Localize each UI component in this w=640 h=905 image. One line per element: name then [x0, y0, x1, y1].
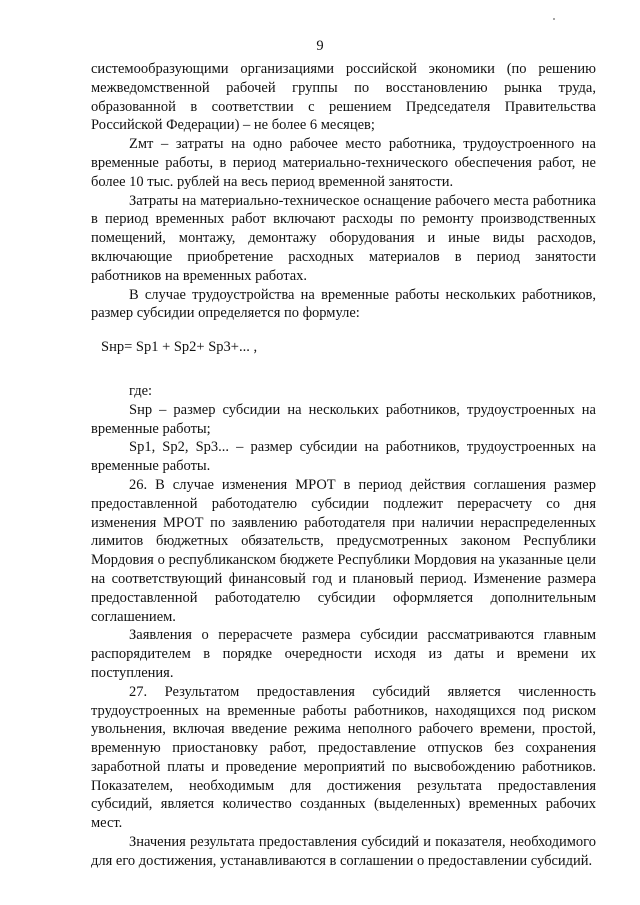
paragraph-8: Заявления о перерасчете размера субсидии рассматриваются главным распорядителем в порядке очередности исходя из даты и времени их поступления.	[91, 627, 596, 681]
paragraph-6: Sp1, Sp2, Sp3... – размер субсидии на работников, трудоустроенных на временные работы.	[91, 439, 596, 475]
document-body	[91, 60, 596, 871]
paragraph-2: Zмт – затраты на одно рабочее место работника, трудоустроенного на временные работы, в период материально-технического обеспечения работ, не более 10 тыс. рублей на весь период временной занятости.	[91, 136, 596, 190]
paragraph-1: системообразующими организациями российской экономики (по решению межведомственной рабочей группы по восстановлению рынка труда, образованной в соответствии с решением Председателя Правительства Российской Федерации) – не более 6 месяцев;	[91, 61, 596, 134]
paragraph-4: В случае трудоустройства на временные работы нескольких работников, размер субсидии определяется по формуле:	[91, 286, 596, 322]
paragraph-7: 26. В случае изменения МРОТ в период действия соглашения размер предоставленной работодателю субсидии подлежит перерасчету со дня изменения МРОТ по заявлению работодателя при наличии нераспределенных лимитов бюджетных обязательств, предусмотренных законом Республики Мордовия о республиканском бюджете Республики Мордовия на указанные цели на соответствующий финансовый год и плановый период. Изменение размера предоставленной работодателю субсидии оформляется дополнительным соглашением.	[91, 476, 596, 625]
paragraph-3: Затраты на материально-техническое оснащение рабочего места работника в период временных работ включают расходы по ремонту производственных помещений, монтажу, демонтажу оборудования и иные виды расходов, включающие приобретение расходных материалов в период занятости работников на временных работах.	[91, 192, 596, 284]
paragraph-10: Значения результата предоставления субсидий и показателя, необходимого для его достижения, устанавливаются в соглашении о предоставлении субсидий.	[91, 834, 596, 869]
page-number: 9	[316, 38, 324, 54]
scan-speck	[553, 18, 555, 20]
formula: Sнр= Sp1 + Sp2+ Sp3+... ,	[101, 339, 258, 356]
paragraph-9: 27. Результатом предоставления субсидий является численность трудоустроенных на временные работы работников, находящихся под риском увольнения, включая введение режима неполного рабочего времени, простой, временную приостановку работ, предоставление отпусков без сохранения заработной платы и проведение мероприятий по высвобождению работников. Показателем, необходимым для достижения результата предоставления субсидий, является количество созданных (выделенных) временных рабочих мест.	[91, 683, 596, 832]
formula-where-label: где:	[129, 382, 153, 399]
paragraph-5: Sнр – размер субсидии на нескольких работников, трудоустроенных на временные работы;	[91, 401, 596, 437]
